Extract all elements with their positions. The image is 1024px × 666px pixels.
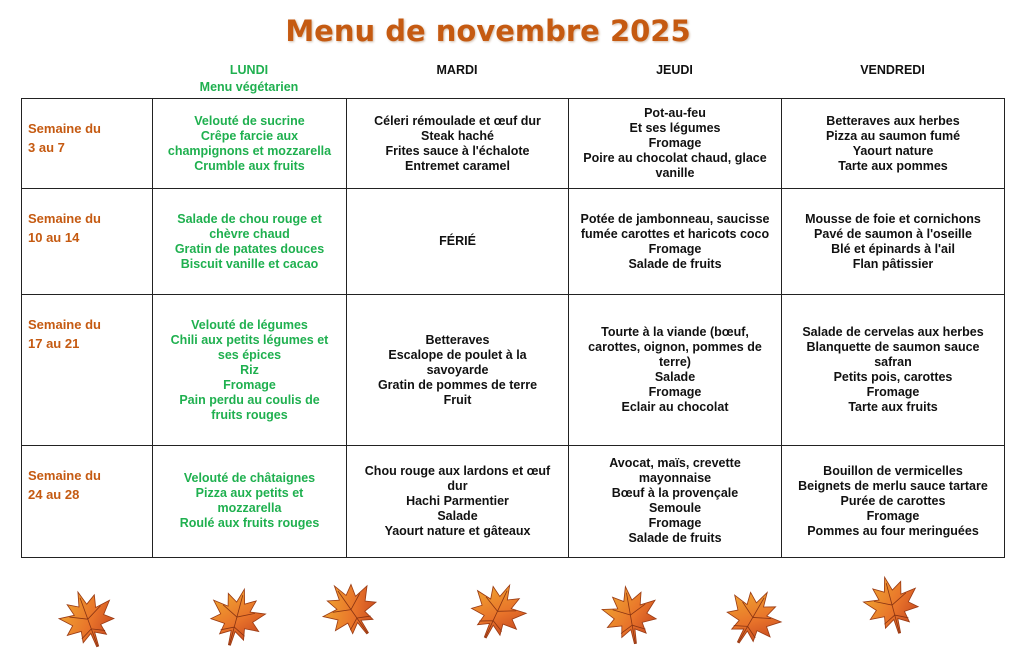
week-label <box>22 295 153 445</box>
menu-cell-mardi <box>347 445 569 557</box>
dish-line: Chili aux petits légumes et <box>170 332 329 347</box>
week-row <box>22 445 1005 557</box>
week-label-line: Semaine du <box>28 317 101 333</box>
week-label-line: Semaine du <box>28 121 101 136</box>
maple-leaf-icon <box>453 570 538 659</box>
dish-line: Hachi Parmentier <box>406 493 509 508</box>
dish-line: Pizza aux petits et <box>195 486 304 501</box>
dish-line: Fromage <box>648 136 702 151</box>
menu-table <box>21 98 1005 558</box>
dish-line: Avocat, maïs, crevette <box>609 456 741 471</box>
maple-leaf-icon <box>308 566 398 658</box>
dish-line: Beignets de merlu sauce tartare <box>798 478 988 493</box>
menu-cell-vendredi <box>782 99 1005 189</box>
dish-line: Biscuit vanille et cacao <box>180 256 319 271</box>
week-label-line: 24 au 28 <box>28 486 80 502</box>
week-label-line: 17 au 21 <box>28 336 80 352</box>
week-row <box>22 189 1005 295</box>
dish-line: Yaourt nature et gâteaux <box>384 523 531 538</box>
page-title: Menu de novembre 2025 <box>285 14 691 48</box>
menu-cell-lundi <box>153 295 347 445</box>
dish-line: Fromage <box>648 385 702 400</box>
dish-line: Velouté de châtaignes <box>183 471 316 486</box>
dish-line: Céleri rémoulade et œuf dur <box>374 113 541 128</box>
dish-line: Frites sauce à l'échalote <box>385 143 530 158</box>
menu-cell-vendredi <box>782 445 1005 557</box>
maple-leaf-icon <box>48 579 130 665</box>
dish-line: Mousse de foie et cornichons <box>805 211 981 226</box>
dish-line: safran <box>874 355 912 370</box>
header-lundi-label: LUNDI <box>229 63 269 77</box>
dish-line: Betteraves <box>425 332 490 347</box>
dish-line: Petits pois, carottes <box>833 370 953 385</box>
dish-line: Fromage <box>223 377 276 392</box>
menu-cell-mardi <box>347 99 569 189</box>
dish-line: Salade de cervelas aux herbes <box>802 325 984 340</box>
header-lundi-subtitle: Menu végétarien <box>199 80 299 94</box>
dish-line: Semoule <box>648 501 702 516</box>
dish-line: Potée de jambonneau, saucisse <box>580 211 770 226</box>
dish-line: Gratin de patates douces <box>174 241 325 256</box>
header-vendredi: VENDREDI <box>860 63 925 77</box>
dish-line: Pain perdu au coulis de <box>179 392 320 407</box>
week-row <box>22 99 1005 189</box>
menu-cell-mardi <box>347 189 569 295</box>
dish-line: dur <box>447 478 468 493</box>
dish-line: Entremet caramel <box>405 158 510 173</box>
dish-line: Blé et épinards à l'ail <box>831 241 955 256</box>
menu-cell-jeudi <box>569 99 782 189</box>
dish-line: Crumble aux fruits <box>194 158 305 173</box>
dish-line: Et ses légumes <box>629 121 721 136</box>
dish-line: FÉRIÉ <box>439 234 476 249</box>
dish-line: Bouillon de vermicelles <box>823 463 963 478</box>
header-jeudi: JEUDI <box>656 63 693 77</box>
week-label-line: Semaine du <box>28 467 101 483</box>
dish-line: Salade <box>437 508 478 523</box>
dish-line: Poire au chocolat chaud, glace <box>583 151 767 166</box>
dish-line: Salade <box>654 370 696 385</box>
dish-line: Riz <box>240 362 259 377</box>
dish-line: Steak haché <box>421 128 494 143</box>
dish-line: Roulé aux fruits rouges <box>179 516 320 531</box>
menu-cell-lundi <box>153 99 347 189</box>
maple-leaf-icon <box>854 567 932 650</box>
maple-leaf-icon <box>594 579 667 658</box>
dish-line: Chou rouge aux lardons et œuf <box>364 463 551 478</box>
dish-line: carottes, oignon, pommes de <box>588 340 762 355</box>
week-row <box>22 295 1005 445</box>
dish-line: Yaourt nature <box>852 143 934 158</box>
dish-line: Eclair au chocolat <box>621 400 729 415</box>
header-lundi <box>152 62 346 96</box>
week-label-line: Semaine du <box>28 211 101 227</box>
dish-line: mayonnaise <box>638 471 712 486</box>
menu-cell-vendredi <box>782 295 1005 445</box>
dish-line: Fromage <box>866 385 920 400</box>
menu-cell-jeudi <box>569 295 782 445</box>
dish-line: Fromage <box>866 508 920 523</box>
week-label <box>22 445 153 557</box>
dish-line: ses épices <box>217 347 282 362</box>
menu-cell-vendredi <box>782 189 1005 295</box>
menu-cell-lundi <box>153 189 347 295</box>
dish-line: fumée carottes et haricots coco <box>580 226 770 241</box>
maple-leaf-icon <box>197 579 275 662</box>
dish-line: Bœuf à la provençale <box>611 486 739 501</box>
dish-line: Salade de fruits <box>628 256 722 271</box>
week-label-line: 10 au 14 <box>28 230 80 246</box>
dish-line: Escalope de poulet à la <box>388 347 527 362</box>
dish-line: mozzarella <box>217 501 282 516</box>
menu-cell-mardi <box>347 295 569 445</box>
dish-line: Crêpe farcie aux <box>200 128 299 143</box>
dish-line: Blanquette de saumon sauce <box>806 340 980 355</box>
dish-line: Flan pâtissier <box>852 256 934 271</box>
dish-line: Salade de fruits <box>628 531 722 546</box>
dish-line: Tarte aux pommes <box>838 158 948 173</box>
week-label-line: 3 au 7 <box>28 140 65 155</box>
dish-line: Purée de carottes <box>840 493 946 508</box>
dish-line: Pavé de saumon à l'oseille <box>814 226 972 241</box>
dish-line: Salade de chou rouge et <box>177 211 322 226</box>
dish-line: terre) <box>659 355 691 370</box>
dish-line: Gratin de pommes de terre <box>377 377 538 392</box>
menu-cell-jeudi <box>569 445 782 557</box>
dish-line: Fromage <box>648 516 702 531</box>
dish-line: Tourte à la viande (bœuf, <box>601 325 749 340</box>
dish-line: Velouté de sucrine <box>194 113 305 128</box>
week-label <box>22 99 153 189</box>
menu-cell-jeudi <box>569 189 782 295</box>
dish-line: champignons et mozzarella <box>167 143 332 158</box>
dish-line: Tarte aux fruits <box>848 400 938 415</box>
dish-line: Pizza au saumon fumé <box>825 128 961 143</box>
menu-cell-lundi <box>153 445 347 557</box>
week-label <box>22 189 153 295</box>
dish-line: Fromage <box>648 241 702 256</box>
dish-line: fruits rouges <box>211 407 288 422</box>
dish-line: Pommes au four meringuées <box>807 523 979 538</box>
header-mardi: MARDI <box>436 63 478 77</box>
dish-line: Velouté de légumes <box>191 317 308 332</box>
dish-line: Betteraves aux herbes <box>826 113 960 128</box>
dish-line: savoyarde <box>426 362 489 377</box>
dish-line: chèvre chaud <box>209 226 290 241</box>
maple-leaf-icon <box>707 575 795 666</box>
dish-line: Fruit <box>443 392 472 407</box>
dish-line: Pot-au-feu <box>644 106 706 121</box>
dish-line: vanille <box>655 166 695 181</box>
